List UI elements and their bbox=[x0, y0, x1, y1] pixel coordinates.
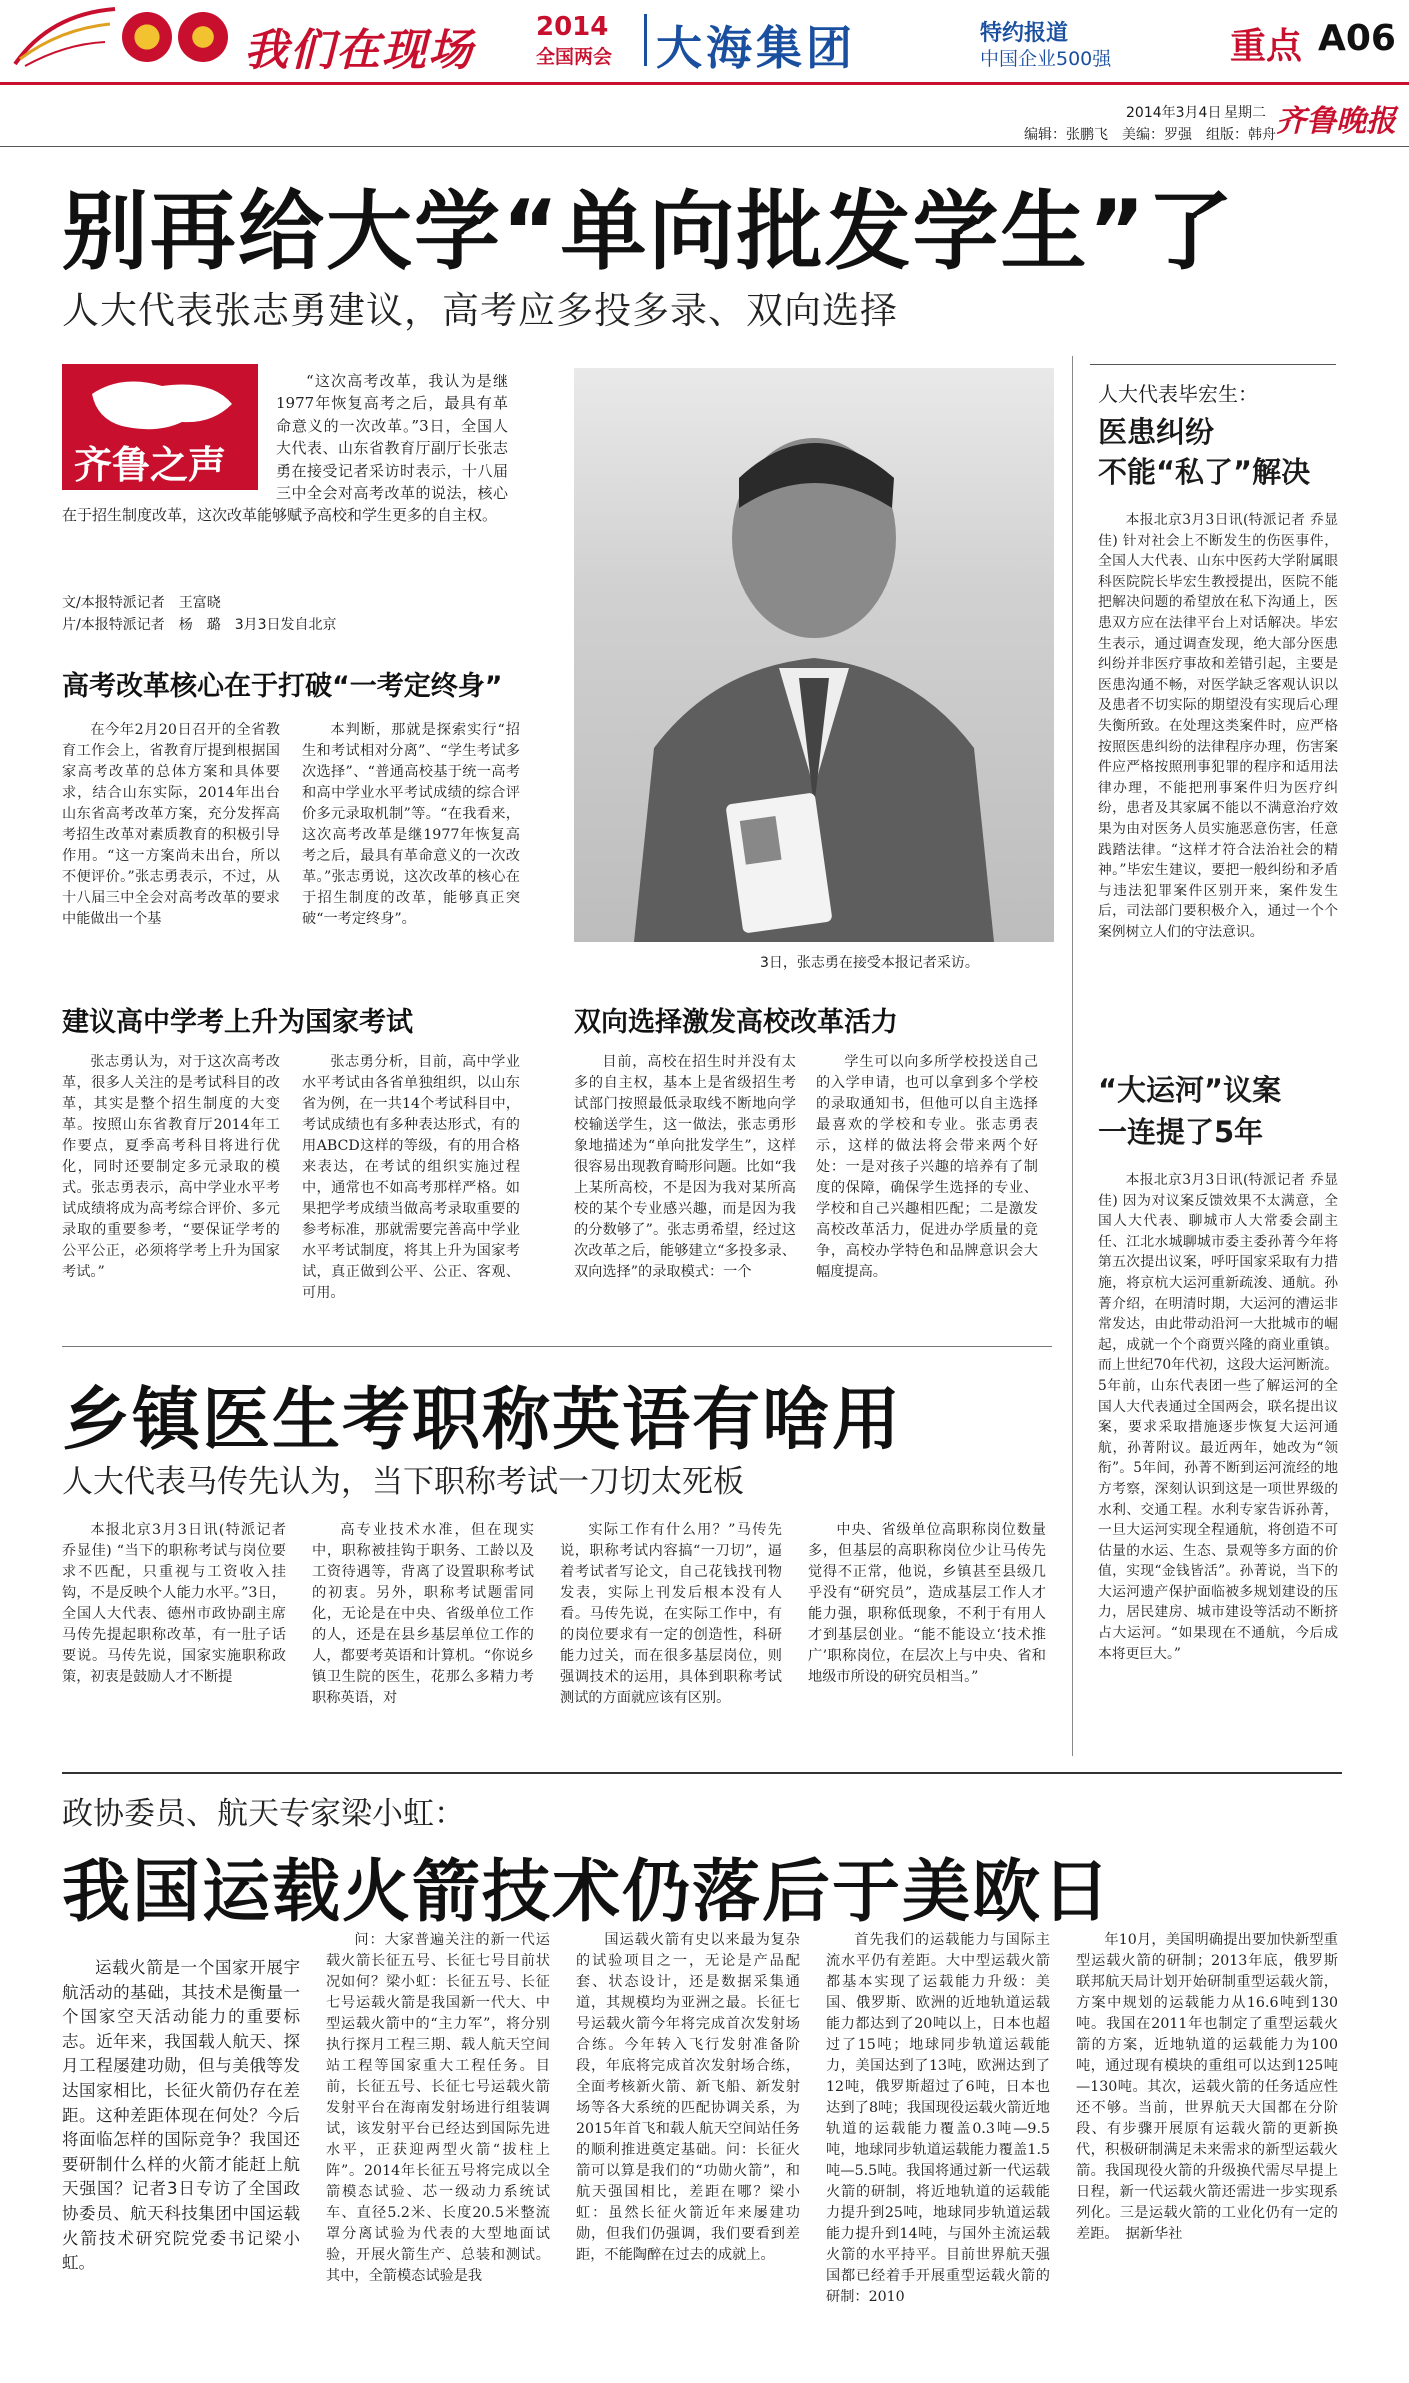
sidebar2-body-text: 本报北京3月3日讯(特派记者 乔显佳) 因为对议案反馈效果不太满意，全国人大代表、聊城市人大常委会副主任、江北水城聊城市委主委孙菁今年将第五次提出议案，呼吁国家采取有力措施，将京杭大运河重新疏浚、通航。孙菁介绍，在明清时期，大运河的漕运非常发达，由此带动沿河一大批城市的崛起，成就一个个商贾兴隆的商业重镇。而上世纪70年代初，这段大运河断流。5年前，山东代表团一些了解运河的全国人大代表通过全国两会，联名提出议案，要求采取措施逐步恢复大运河通航，孙菁附议。最近两年，她改为“领衔”。5年间，孙菁不断到运河流经的地方考察，深刻认识到这是一项世界级的水利、交通工程。水利专家告诉孙菁，一旦大运河实现全程通航，将创造不可估量的水运、生态、景观等多方面的价值，实现“金钱皆活”。孙菁说，当下的大运河遗产保护面临被多规划建设的压力，居民建房、城市建设等活动不断挤占大运河。“如果现在不通航，今后成本将更巨大。” bbox=[1098, 1172, 1338, 1662]
story1-sec3-title: 双向选择激发高校改革活力 bbox=[574, 1007, 898, 1038]
story1-subhead: 人大代表张志勇建议，高考应多投多录、双向选择 bbox=[62, 289, 898, 332]
section-label: 重点 bbox=[1230, 26, 1303, 67]
story1-sec1-col1 bbox=[62, 720, 280, 984]
sidebar1-kicker: 人大代表毕宏生： bbox=[1098, 382, 1258, 406]
story1-photo bbox=[574, 368, 1054, 942]
story1-lead-wrap bbox=[62, 370, 508, 550]
story3-col5 bbox=[1076, 1930, 1338, 2376]
story1-sec2-col1-text: 张志勇认为，对于这次高考改革，很多人关注的是考试科目的改革，其实是整个招生制度的大变革。按照山东省教育厅2014年工作要点，夏季高考科目将进行优化，同时还要制定多元录取的模式。张志勇表示，高中学业水平考试成绩将成为高考综合评价、多元录取的重要参考，“要保证学考的公平公正，必须将学考上升为国家考试。” bbox=[62, 1054, 280, 1280]
sidebar1-body bbox=[1098, 510, 1338, 1014]
sidebar-divider bbox=[1072, 356, 1073, 1756]
brush-decoration-icon bbox=[10, 4, 120, 70]
story1-byline-text: 文/本报特派记者 王富晓 bbox=[62, 595, 221, 611]
story2-col2 bbox=[312, 1520, 534, 1750]
sidebar2-title-line2: 一连提了5年 bbox=[1098, 1115, 1264, 1149]
masthead-divider bbox=[644, 14, 647, 66]
story3-headline: 我国运载火箭技术仍落后于美欧日 bbox=[62, 1853, 1113, 1932]
story1-sec1-col2-text: 本判断，那就是探索实行“招生和考试相对分离”、“学生考试多次选择”、“普通高校基于统一高考和高中学业水平考试成绩的综合评价多元录取机制”等。“在我看来，这次高考改革是继1977年恢复高考之后，最具有革命意义的一次改革。”张志勇说，这次改革的核心在于招生制度的改革，能够真正突破“一考定终身”。 bbox=[302, 722, 520, 927]
story3-col1-text: 运载火箭是一个国家开展宇航活动的基础，其技术是衡量一个国家空天活动能力的重要标志。近年来，我国载人航天、探月工程屡建功勋，但与美俄等发达国家相比，长征火箭仍存在差距。这种差距体现在何处？今后将面临怎样的国际竞争？我国还要研制什么样的火箭才能赶上航天强国？记者3日专访了全国政协委员、航天科技集团中国运载火箭技术研究院党委书记梁小虹。 bbox=[62, 1958, 300, 2273]
story3-col4 bbox=[826, 1930, 1050, 2376]
special-title: 大海集团 bbox=[656, 21, 856, 75]
story3-col2 bbox=[326, 1930, 550, 2376]
masthead-slogan: 我们在现场 bbox=[244, 25, 474, 76]
sidebar1-title-line1: 医患纠纷 bbox=[1098, 415, 1215, 449]
story2-top-rule bbox=[62, 1346, 1052, 1347]
story3-col5-text: 年10月，美国明确提出要加快新型重型运载火箭的研制；2013年底，俄罗斯联邦航天局计划开始研制重型运载火箭，方案中规划的运载能力从16.6吨到130吨。我国在2011年也制定了重型运载火箭的方案，近地轨道的运载能力为100吨，通过现有模块的重组可以达到125吨—130吨。其次，运载火箭的任务适应性还不够。当前，世界航天大国都在分阶段、有步骤开展原有运载火箭的更新换代，积极研制满足未来需求的新型运载火箭。我国现役火箭的升级换代需尽早提上日程，新一代运载火箭还需进一步实现系列化。三是运载火箭的工业化仍有一定的差距。 据新华社 bbox=[1076, 1932, 1338, 2242]
portrait-icon bbox=[574, 368, 1054, 942]
sidebar1-body-text: 本报北京3月3日讯(特派记者 乔显佳) 针对社会上不断发生的伤医事件，全国人大代表、山东中医药大学附属眼科医院院长毕宏生教授提出，医院不能把解决问题的希望放在私下沟通上，医患双方应在法律平台上对话解决。毕宏生表示，通过调查发现，绝大部分医患纠纷并非医疗事故和差错引起，主要是医患沟通不畅，对医学缺乏客观认识以及患者不切实际的期望没有实现后心理失衡所致。在处理这类案件时，应严格按照医患纠纷的法律程序办理，伤害案件应严格按照刑事犯罪的程序和适用法律办理，不能把刑事案件归为医疗纠纷，患者及其家属不能以不满意治疗效果为由对医务人员实施恶意伤害，任意践踏法律。“这样才符合法治社会的精神。”毕宏生建议，要把一般纠纷和矛盾与违法犯罪案件区别开来，案件发生后，司法部门要积极介入，通过一个个案例树立人们的守法意识。 bbox=[1098, 512, 1338, 940]
story1-sec1-col1-text: 在今年2月20日召开的全省教育工作会上，省教育厅提到根据国家高考改革的总体方案和具体要求，结合山东实际，2014年出台山东省高考改革方案，充分发挥高考招生改革对素质教育的积极引导作用。“这一方案尚未出台，所以不便评价。”张志勇表示，不过，从十八届三中全会对高考改革的要求中能做出一个基 bbox=[62, 722, 280, 927]
story2-col1-text: 本报北京3月3日讯(特派记者 乔显佳) “当下的职称考试与岗位要求不匹配，只重视与工资收入挂钩，不是反映个人能力水平。”3日，全国人大代表、德州市政协副主席马传先提起职称改革，有一肚子话要说。马传先说，国家实施职称政策，初衷是鼓励人才不断提 bbox=[62, 1522, 286, 1685]
special-sub: 中国企业500强 bbox=[980, 48, 1112, 70]
story1-sec3-col1 bbox=[574, 1052, 796, 1328]
masthead-year: 2014 bbox=[536, 12, 609, 42]
story1-sec2-col2 bbox=[302, 1052, 520, 1328]
story2-subhead: 人大代表马传先认为，当下职称考试一刀切太死板 bbox=[62, 1464, 744, 1500]
masthead-red-rule bbox=[0, 82, 1409, 85]
story1-sec3-col2 bbox=[816, 1052, 1038, 1328]
story3-col3 bbox=[576, 1930, 800, 2376]
story1-sec2-col1 bbox=[62, 1052, 280, 1328]
story2-col4 bbox=[808, 1520, 1046, 1750]
story3-top-rule bbox=[62, 1772, 1342, 1774]
sidebar1-title-line2: 不能“私了”解决 bbox=[1098, 455, 1311, 489]
story3-col1 bbox=[62, 1956, 300, 2376]
story2-col2-text: 高专业技术水准，但在现实中，职称被挂钩于职务、工龄以及工资待遇等，背离了设置职称考试的初衷。另外，职称考试题雷同化，无论是在中央、省级单位工作的人，还是在县乡基层单位工作的人，都要考英语和计算机。“你说乡镇卫生院的医生，花那么多精力考职称英语，对 bbox=[312, 1522, 534, 1706]
national-emblem-icon bbox=[122, 12, 172, 62]
story3-col2-text: 问：大家普遍关注的新一代运载火箭长征五号、长征七号目前状况如何？梁小虹：长征五号、长征七号运载火箭是我国新一代大、中型运载火箭中的“主力军”，将分别执行探月工程三期、载人航天空间站工程等国家重大工程任务。目前，长征五号、长征七号运载火箭发射平台在海南发射场进行组装调试，该发射平台已经达到国际先进水平，正获迎两型火箭“拔柱上阵”。2014年长征五号将完成以全箭模态试验、芯一级动力系统试车、直径5.2米、长度20.5米整流罩分离试验为代表的大型地面试验，开展火箭生产、总装和测试。其中，全箭模态试验是我 bbox=[326, 1932, 550, 2284]
badge-text: 齐鲁之声 bbox=[74, 443, 227, 487]
story1-sec3-col2-text: 学生可以向多所学校投送自己的入学申请，也可以拿到多个学校的录取通知书，但他可以自主选择最喜欢的学校和专业。张志勇表示，这样的做法将会带来两个好处：一是对孩子兴趣的培养有了制度的保障，确保学生选择的专业、学校和自己兴趣相匹配；二是激发高校改革活力，促进办学质量的竞争，高校办学特色和品牌意识会大幅度提高。 bbox=[816, 1054, 1038, 1280]
masthead-bottom-rule bbox=[0, 146, 1409, 147]
story2-headline: 乡镇医生考职称英语有啥用 bbox=[62, 1381, 903, 1460]
issue-date: 2014年3月4日 bbox=[1126, 105, 1222, 121]
page-number: A06 bbox=[1318, 18, 1396, 59]
cppcc-emblem-icon bbox=[178, 12, 228, 62]
story3-col3-text: 国运载火箭有史以来最为复杂的试验项目之一，无论是产品配套、状态设计，还是数据采集通道，其规模均为亚洲之最。长征七号运载火箭今年将完成首次发射场合练。今年转入飞行发射准备阶段，年底将完成首次发射场合练，全面考核新火箭、新飞船、新发射场等各大系统的匹配协调关系，为2015年首飞和载人航天空间站任务的顺利推进奠定基础。问：长征火箭可以算是我们的“功勋火箭”，和航天强国相比，差距在哪？梁小虹：虽然长征火箭近年来屡建功勋，但我们仍强调，我们要看到差距，不能陶醉在过去的成就上。 bbox=[576, 1932, 800, 2263]
masthead bbox=[0, 0, 1409, 143]
story2-col3-text: 实际工作有什么用？”马传先说，职称考试内容搞“一刀切”，逼着考试者写论文，自己花钱找刊物发表，实际上刊发后根本没有人看。马传先说，在实际工作中，有的岗位要求有一定的创造性，科研能力过关，而在很多基层岗位，则强调技术的运用，具体到职称考试测试的方面就应该有区别。 bbox=[560, 1522, 782, 1706]
sidebar2-title-line1: “大运河”议案 bbox=[1098, 1073, 1282, 1107]
story1-headline: 别再给大学“单向批发学生”了 bbox=[62, 182, 1236, 282]
story1-sec2-title: 建议高中学考上升为国家考试 bbox=[62, 1007, 413, 1038]
story3-kicker: 政协委员、航天专家梁小虹： bbox=[62, 1796, 465, 1832]
story1-sec1-col2 bbox=[302, 720, 520, 984]
issue-weekday: 星期二 bbox=[1224, 105, 1266, 121]
story1-sec3-col1-text: 目前，高校在招生时并没有太多的自主权，基本上是省级招生考试部门按照最低录取线不断地向学校输送学生，这一做法，张志勇形象地描述为“单向批发学生”，这样很容易出现教育畸形问题。比如“我上某所高校，不是因为我对某所高校的某个专业感兴趣，而是因为我的分数够了”。张志勇希望，经过这次改革之后，能够建立“多投多录、双向选择”的录取模式：一个 bbox=[574, 1054, 796, 1280]
story2-col1 bbox=[62, 1520, 286, 1750]
special-report: 特约报道 bbox=[980, 21, 1069, 46]
story2-col3 bbox=[560, 1520, 782, 1750]
photo-caption: 3日，张志勇在接受本报记者采访。 bbox=[760, 955, 979, 971]
story1-sec2-col2-text: 张志勇分析，目前，高中学业水平考试由各省单独组织，以山东省为例，在一共14个考试科目中，考试成绩也有多种表达形式，有的用ABCD这样的等级，有的用合格来表达，在考试的组织实施过程中，通常也不如高考那样严格。如果把学考成绩当做高考录取重要的参考标准，那就需要完善高中学业水平考试制度，将其上升为国家考试，真正做到公平、公正、客观、可用。 bbox=[302, 1054, 520, 1301]
story1-sec1-title: 高考改革核心在于打破“一考定终身” bbox=[62, 671, 503, 702]
story1-byline-photo: 片/本报特派记者 杨 璐 3月3日发自北京 bbox=[62, 617, 337, 633]
badge-spacer bbox=[62, 370, 276, 502]
sidebar1-top-rule bbox=[1090, 364, 1336, 365]
story2-col4-text: 中央、省级单位高职称岗位数量多，但基层的高职称岗位少让马传先觉得不正常，他说，乡镇甚至县级几乎没有“研究员”，造成基层工作人才能力强，职称低现象，不利于有用人才到基层创业。“能不能设立‘技术推广’职称岗位，在层次上与中央、省和地级市所设的研究员相当。” bbox=[808, 1522, 1046, 1685]
masthead-event: 全国两会 bbox=[536, 46, 613, 68]
story1-lead: “这次高考改革，我认为是继1977年恢复高考之后，最具有革命意义的一次改革。”3日，全国人大代表、山东省教育厅副厅长张志勇在接受记者采访时表示，十八届三中全会对高考改革的说法，核心在于招生制度改革，这次改革能够赋予高校和学生更多的自主权。 bbox=[62, 372, 508, 525]
newspaper-name: 齐鲁晚报 bbox=[1276, 104, 1396, 139]
editors-line: 编辑：张鹏飞 美编：罗强 组版：韩舟 bbox=[1024, 127, 1276, 143]
story3-col4-text: 首先我们的运载能力与国际主流水平仍有差距。大中型运载火箭都基本实现了运载能力升级：美国、俄罗斯、欧洲的近地轨道运载能力都达到了20吨以上，日本也超过了15吨；地球同步轨道运载能力，美国达到了13吨，欧洲达到了12吨，俄罗斯超过了6吨，日本也达到了8吨；我国现役运载火箭近地轨道的运载能力覆盖0.3吨—9.5吨，地球同步轨道运载能力覆盖1.5吨—5.5吨。我国将通过新一代运载火箭的研制，将近地轨道的运载能力提升到25吨，地球同步轨道运载能力提升到14吨，与国外主流运载火箭的水平持平。目前世界航天强国都已经着手开展重型运载火箭的研制：2010 bbox=[826, 1932, 1050, 2305]
sidebar2-body bbox=[1098, 1170, 1338, 1750]
